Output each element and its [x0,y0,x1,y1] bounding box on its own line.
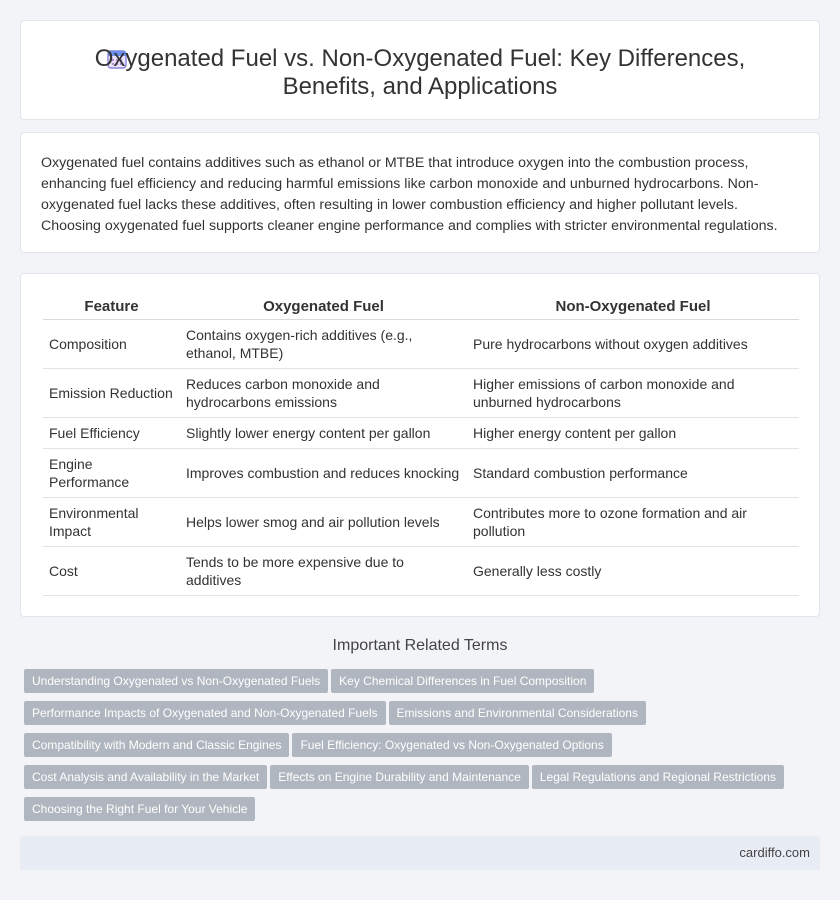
feature-cell: Cost [43,547,180,596]
table-row [43,369,799,418]
feature-cell: Composition [43,320,180,369]
oxygenated-cell: Helps lower smog and air pollution levels [180,498,467,547]
tag-row [24,733,814,765]
column-header-oxygenated: Oxygenated Fuel [180,296,467,320]
related-term-tag[interactable]: Performance Impacts of Oxygenated and Non-Oxygenated Fuels [24,701,386,725]
feature-cell: Engine Performance [43,449,180,498]
related-terms-title: Important Related Terms [332,637,508,654]
related-terms-tags [24,669,814,829]
non-oxygenated-cell: Higher emissions of carbon monoxide and unburned hydrocarbons [467,369,799,418]
oxygenated-cell: Reduces carbon monoxide and hydrocarbons emissions [180,369,467,418]
table-row [43,320,799,369]
tag-row [24,797,814,829]
related-term-tag[interactable]: Effects on Engine Durability and Maintenance [270,765,529,789]
related-term-tag[interactable]: Legal Regulations and Regional Restrictions [532,765,784,789]
non-oxygenated-cell: Generally less costly [467,547,799,596]
table-row [43,498,799,547]
related-term-tag[interactable]: Choosing the Right Fuel for Your Vehicle [24,797,255,821]
oxygenated-cell: Improves combustion and reduces knocking [180,449,467,498]
comparison-table [43,296,799,596]
page-title: Oxygenated Fuel vs. Non-Oxygenated Fuel: Key Differences, Benefits, and Applications [94,45,746,100]
feature-cell: Fuel Efficiency [43,418,180,449]
related-term-tag[interactable]: Understanding Oxygenated vs Non-Oxygenated Fuels [24,669,328,693]
tag-row [24,765,814,797]
non-oxygenated-cell: Standard combustion performance [467,449,799,498]
related-term-tag[interactable]: Cost Analysis and Availability in the Market [24,765,267,789]
feature-cell: Environmental Impact [43,498,180,547]
table-header-row [43,296,799,320]
table-row [43,547,799,596]
related-term-tag[interactable]: Emissions and Environmental Considerations [389,701,646,725]
non-oxygenated-cell: Contributes more to ozone formation and air pollution [467,498,799,547]
related-term-tag[interactable]: Key Chemical Differences in Fuel Composition [331,669,594,693]
oxygenated-cell: Slightly lower energy content per gallon [180,418,467,449]
tag-row [24,701,814,733]
intro-text: Oxygenated fuel contains additives such as ethanol or MTBE that introduce oxygen into the combustion process, enhancing fuel efficiency and reducing harmful emissions like carbon monoxide and unburned hydrocarbons. Non-oxygenated fuel lacks these additives, often resulting in lower combustion efficiency and higher pollutant levels. Choosing oxygenated fuel supports cleaner engine performance and complies with stricter environmental regulations. [41,155,778,234]
non-oxygenated-cell: Pure hydrocarbons without oxygen additives [467,320,799,369]
header-card [20,20,820,120]
non-oxygenated-cell: Higher energy content per gallon [467,418,799,449]
feature-cell: Emission Reduction [43,369,180,418]
comparison-table-card [20,273,820,617]
table-row [43,449,799,498]
footer [20,836,820,870]
related-term-tag[interactable]: Compatibility with Modern and Classic Engines [24,733,289,757]
column-header-feature: Feature [43,296,180,320]
footer-site-link[interactable]: cardiffo.com [739,845,810,860]
oxygenated-cell: Contains oxygen-rich additives (e.g., ethanol, MTBE) [180,320,467,369]
table-row [43,418,799,449]
column-header-non-oxygenated: Non-Oxygenated Fuel [467,296,799,320]
intro-card [20,132,820,253]
oxygenated-cell: Tends to be more expensive due to additives [180,547,467,596]
related-term-tag[interactable]: Fuel Efficiency: Oxygenated vs Non-Oxygenated Options [292,733,611,757]
tag-row [24,669,814,701]
